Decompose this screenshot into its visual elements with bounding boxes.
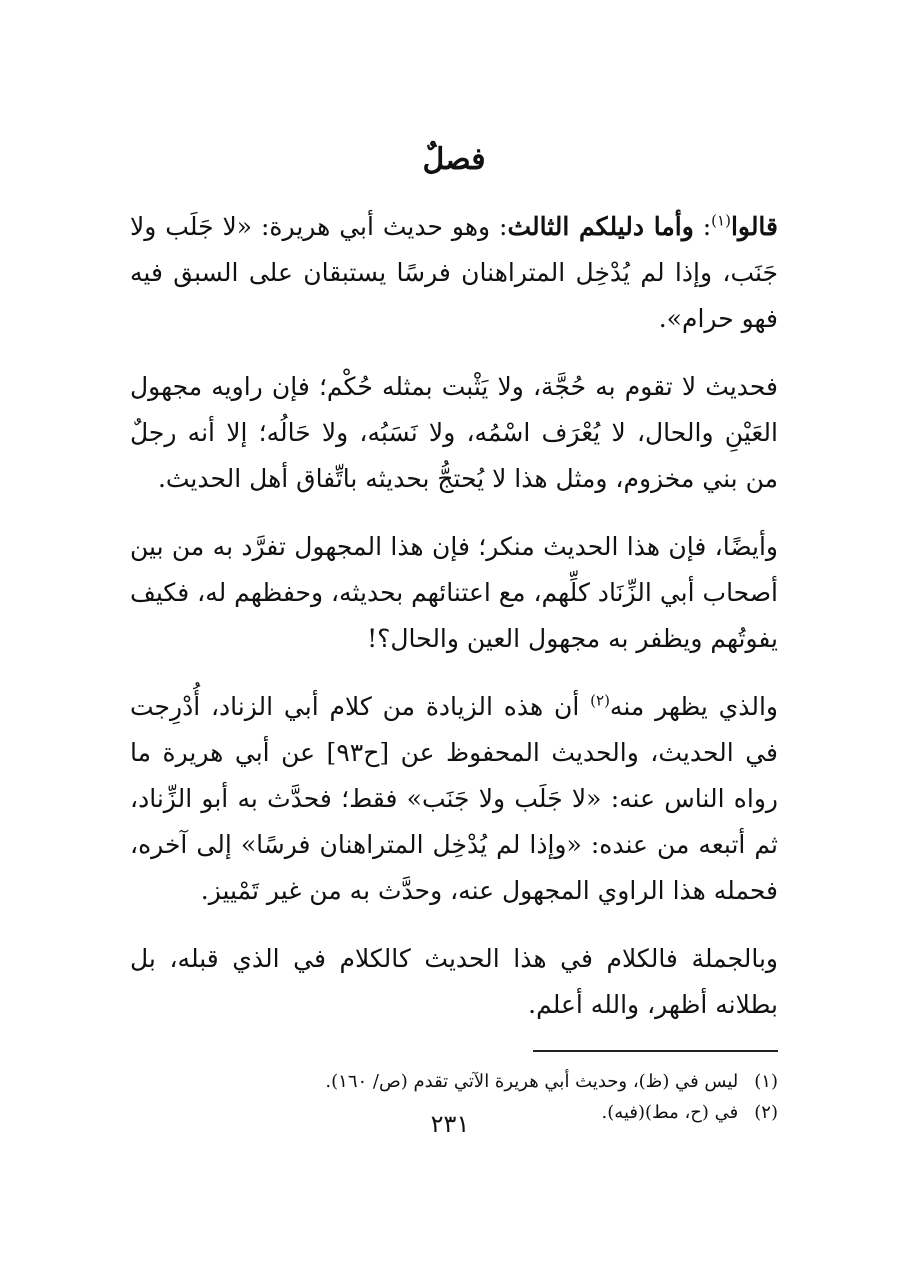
- paragraph-1-bold-phrase: وأما دليلكم الثالث: [507, 212, 694, 241]
- paragraph-2: فحديث لا تقوم به حُجَّة، ولا يَثْبت بمثله حُكْم؛ فإن راويه مجهول العَيْنِ والحال، لا يُعْرَف اسْمُه، ولا نَسَبُه، ولا حَالُه؛ إلا أنه رجلٌ من بني مخزوم، ومثل هذا لا يُحتجُّ بحديثه باتِّفاق أهل الحديث.: [130, 372, 778, 493]
- chapter-title: فصلٌ: [422, 142, 486, 177]
- paragraph-5: وبالجملة فالكلام في هذا الحديث كالكلام في الذي قبله، بل بطلانه أظهر، والله أعلم.: [130, 944, 778, 1019]
- paragraph-4-after-footnote: أن هذه الزيادة من كلام أبي الزناد، أُدْرِجت في الحديث، والحديث المحفوظ عن [ح٩٣] عن أبي هريرة ما رواه الناس عنه: «لا جَلَب ولا جَنَب» فقط؛ فحدَّث به أبو الزِّناد، ثم أتبعه من عنده: «وإذا لم يُدْخِل المتراهنان فرسًا» إلى آخره، فحمله هذا الراوي المجهول عنه، وحدَّث به من غير تَمْييز.: [130, 692, 778, 905]
- paragraph-4: [130, 684, 778, 914]
- footnote-1-text: ليس في (ظ)، وحديث أبي هريرة الآتي تقدم (ص/ ١٦٠).: [325, 1071, 739, 1092]
- paragraph-1: [130, 204, 778, 342]
- book-page: [130, 138, 778, 1158]
- paragraph-1-lead: قالوا: [730, 212, 778, 241]
- footnote-2-text: في (ح، مط)(فيه).: [601, 1102, 739, 1123]
- footnote-separator: [533, 1050, 778, 1052]
- paragraph-1-sep: :: [693, 212, 712, 241]
- footnote-marker-2: (٢): [590, 691, 610, 710]
- footnote-1: [130, 1066, 778, 1097]
- footnote-2-number: (٢): [754, 1102, 778, 1123]
- paragraph-3: وأيضًا، فإن هذا الحديث منكر؛ فإن هذا المجهول تفرَّد به من بين أصحاب أبي الزِّنَاد كلِّهم، مع اعتنائهم بحديثه، وحفظهم له، فكيف يفوتُهم ويظفر به مجهول العين والحال؟!: [130, 532, 778, 653]
- paragraph-1-text: : وهو حديث أبي هريرة: «لا جَلَب ولا جَنَب، وإذا لم يُدْخِل المتراهنان فرسًا يستبقان على السبق فيه فهو حرام».: [130, 212, 778, 333]
- footnote-1-number: (١): [754, 1071, 778, 1092]
- paragraph-4-before-footnote: والذي يظهر منه: [609, 692, 778, 721]
- footnote-marker-1: (١): [711, 211, 731, 230]
- page-number: ٢٣١: [430, 1110, 470, 1138]
